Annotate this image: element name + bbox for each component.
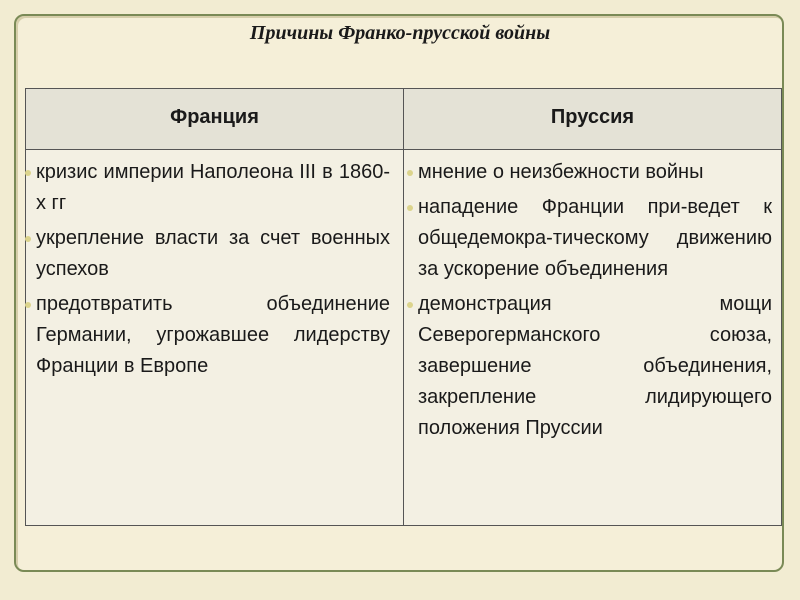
list-item: укрепление власти за счет военных успехов xyxy=(28,223,390,285)
bullet-dot-icon xyxy=(407,205,413,211)
bullet-dot-icon xyxy=(407,302,413,308)
bullet-dot-icon xyxy=(407,170,413,176)
bullet-dot-icon xyxy=(25,236,31,242)
list-item: мнение о неизбежности войны xyxy=(410,157,772,188)
list-item: кризис империи Наполеона III в 1860-х гг xyxy=(28,157,390,219)
bullet-dot-icon xyxy=(25,170,31,176)
header-france: Франция xyxy=(170,106,259,128)
bullet-dot-icon xyxy=(25,302,31,308)
france-column xyxy=(28,157,390,386)
header-prussia: Пруссия xyxy=(550,106,635,128)
column-divider xyxy=(403,89,404,525)
list-item: демонстрация мощи Северогерманского союза, завершение объединения, закрепление лидирующего положения Пруссии xyxy=(410,289,772,444)
list-item: предотвратить объединение Германии, угрожавшее лидерству Франции в Европе xyxy=(28,289,390,382)
slide-title: Причины Франко-прусской войны xyxy=(249,22,551,44)
prussia-column xyxy=(410,157,772,448)
list-item: нападение Франции при-ведет к общедемокра-тическому движению за ускорение объединения xyxy=(410,192,772,285)
causes-table xyxy=(25,88,782,526)
